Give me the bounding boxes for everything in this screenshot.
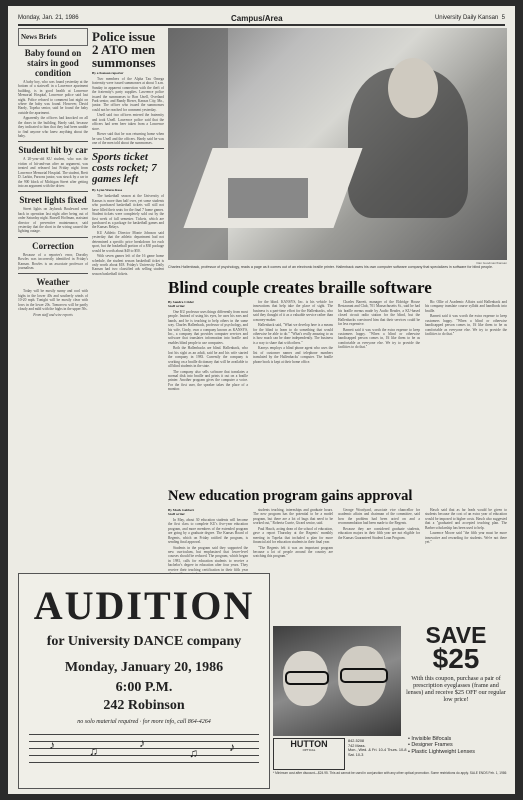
education-story-col3: George Woodyard, associate vice chancellor for academic affairs and chairman of the committee, said how the problem had been acted on and a recommendation had been made to the Regents. Because they are considered graduate students, education majors in their fifth year are not eligible for the Kansas Guaranteed Student Loan Program. [338, 508, 420, 540]
save-ad [405, 624, 507, 703]
photo-caption: Charles Hallenback, professor of psychology, reads a page as it comes out of an electronic braille printer. Hallenback owns his own computer software company that specializes in software for blind people. [168, 265, 493, 269]
news-briefs-column [18, 28, 88, 568]
brief-headline: Baby found on stairs in good condition [24, 48, 82, 78]
brief-headline: Correction [32, 240, 74, 251]
brief-body: Street lights on Jayhawk Boulevard were back in operation last night after being out of order Saturday night. Russell Hoffman, assistant director of preventive maintenance, said yesterday that the short in the wiring caused the lighting outage. [18, 207, 88, 234]
sports-byline: By Lynn Wares Rose [92, 188, 123, 193]
brief-body: Because of a reporter's error, Dorothy Bowles was incorrectly identified in Friday's Kansan. Bowles is an associate professor of journalism. [18, 252, 88, 270]
audition-title: AUDITION [33, 583, 255, 628]
save-amount: $25 [432, 643, 480, 674]
audition-note: no solo material required · for more info, call 864-4264 [77, 719, 211, 725]
police-byline: By a Kansan reporter [92, 71, 124, 75]
braille-story-col4: Ric Ollie of Academic Affairs said Hallenback and his company translate course syllabi and handbook into braille. Barnett said it was worth the extra expense to keep customers happy. "When a blind or otherwise handicapped person comes in, I'd like them to be as comfortable as everyone else. We try to provide the facilities to do that." [425, 300, 507, 337]
page-number: 5 [501, 15, 505, 21]
education-headline: New education program gains approval [168, 488, 413, 504]
police-sports-column [92, 28, 164, 568]
braille-headline: Blind couple creates braille software [168, 278, 432, 297]
header-date: Monday, Jan. 21, 1986 [18, 15, 79, 21]
section-title: News Briefs [21, 33, 57, 41]
weather-headline: Weather [36, 277, 70, 288]
sports-headline: Sports ticket costs rocket; 7 games left [92, 151, 157, 186]
eyeglasses-ad-photo [273, 626, 401, 736]
ad-fine-print: * Minimum cost after discount—$24.95. This ad cannot be used in conjunction with any other optical promotion. Some restrictions do apply. SALE ENDS Feb. 1, 1986 [273, 771, 507, 775]
braille-story-col2: for the blind. KANSYS, Inc. is his vehicle for innovations that help take the place of sight. The business is a part-time effort for the Hallenbacks, who said they thought of it as a valuable service rather than a money-maker. Hallenback said, "What we develop here is a means for the blind to learn to do something that would otherwise be able to do." "What's really amazing to us is how much can be done independently. The business is a way to share that with others." Kansys employs a blind phone agent who uses the list of customer names and telephone numbers translated by the Hallenbacks' computer. The braille phone book is kept at their home office. [253, 300, 333, 364]
brief-body: A baby boy, who was found yesterday at the bottom of a stairwell in a Lawrence apartment building, is in good health at Lawrence Memorial Hospital, Lawrence police said last night. Police refused to comment last night on where the baby was found. However, David Hardy, Topeka senior, said he found the baby outside the apartment. Apparently the officers had knocked on all the doors in the building, Hardy said, because they indicated to him that they had been unable to find anyone who knew anything about the baby. [18, 80, 88, 139]
brief-headline: Street lights fixed [19, 195, 87, 206]
weather-body: Today will be mostly sunny and cool with highs in the lower 40s and southerly winds of 10-20 mph. Tonight will be mostly clear with lows in the lower 20s. Tomorrow will be partly cloudy and mild with the highs in the upper 50s. [18, 289, 88, 311]
braille-story-col3: Charles Barrett, manager of the Eldridge House Restaurant and Club, 701 Massachusetts St., said he had his braille menus made by Audio Reader, a KU-based closed circuit radio station for the blind, but the Hallenbacks convinced him that their services could be far less expensive. Barnett said it was worth the extra expense to keep customers happy. "When a blind or otherwise handicapped person comes in, I'd like them to be as comfortable as everyone else. We try to provide the facilities to do that." [338, 300, 420, 350]
braille-byline: By Sandra Crider Staff writer [168, 300, 194, 308]
police-body: Two members of the Alpha Tau Omega fraternity were issued summonses at about 5 a.m. Sunday in apparent connection with the theft of the fraternity's party supplies. Lawrence police issued the summonses to Ron Unell, Overland Park senior, and Randy Rieser, Kansas City, Mo., junior. The officer who issued the summonses could not be reached for comment yesterday. Unell said two officers entered the fraternity and took Unell. Lawrence police said that the officers had seen beer taken from a Lawrence store. Rieser said that he was returning home when he saw Unell and the officers. Hardy said he was one of the men told about the summonses. [92, 77, 164, 146]
feature-list: • Invisible Bifocals • Designer Frames • Plastic Lightweight Lenses [408, 736, 475, 755]
music-staff-graphic: ♪ ♫ ♪ ♫ ♪ [29, 734, 259, 774]
police-headline: Police issue 2 ATO men summonses [92, 29, 156, 70]
braille-story-col1: By Sandra Crider Staff writer One KU professor uses things differently from most people. Instead of using his eyes, he uses his ears and hands, and he is teaching to help others in the same way. Charles Hallenback, professor of psychology, and his wife, Cindy, own a company known as KANSYS, Inc., a company that provides computer services and software that translates information into braille and enables blind people to use computers. Both the Hallenbacks are blind. Hallenback, who lost his sight as an adult, said he and his wife started the company in 1983. Currently the company is working on a braille dictionary that will be available to all blind students in the state. The company also sells software that translates a normal disk into braille and prints it out on a braille printer. Another program gives the computer a voice. For the first user, the speaker takes the place of a monitor. [168, 300, 248, 392]
education-story-col2: students teaching, internships and graduate hours. The new program has the potential to be a model program, but there are a lot of bugs that need to be worked out," Roberta Currie, Girard senior, said. Paul Hasch, acting dean of the school of education, gave a report Thursday at the Regents' monthly meeting in Topeka that included a plan for more financial aid for education students in their final year. "The Regents felt it was an important program because a lot of people around the country are watching this program." [253, 508, 333, 559]
news-photo [168, 28, 507, 260]
audition-for: for University DANCE company [46, 634, 242, 649]
audition-ad [18, 573, 270, 789]
save-body: With this coupon, purchase a pair of prescription eyeglasses (frame and lenses) and receive $25 OFF our regular low price! [406, 675, 506, 703]
store-logo: HUTTON OPTICAL [273, 738, 345, 770]
page-header [18, 12, 505, 26]
audition-time: 6:00 P.M. [115, 680, 173, 695]
audition-place: 242 Robinson [103, 698, 185, 713]
brief-body: A 20-year-old KU student, who was the victim of hit-and-run after an argument, was treated and released last Friday night from Lawrence Memorial Hospital. The student, Brett D. Larkin, Parsons junior, was struck by a car in the 900 block of Michigan Street after getting into an argument with the driver. [18, 157, 88, 188]
education-story-col1: By Mark Gabbert Staff writer In May, about 30 education students will become the first class to complete KU's five-year education program, and more members of the extended program are going by a graduate degree. The Kansas Board of Regents, which on Friday ratified the program, is sending final approval. Students in the program said they supported the new curriculum, but emphasized that lower-level courses should be reduced. The program, which began in 1981, calls for education students to receive a bachelor's degree in education after four years. They receive their teaching certification in their fifth year [168, 508, 248, 572]
education-story-col4: Hasch said that as far leads would be given to students because the cost of an extra year of education would be imposed to higher costs. Hasch also suggested that a "graduated and accepted teaching plan. The Barber scholarship has been used to help. Laurence Moore said "the fifth year must be more innovative and rewarding for students. We're not there yet." [425, 508, 507, 545]
header-section: Campus/Area [230, 13, 283, 23]
header-paper: University Daily Kansan 5 [434, 15, 505, 21]
brief-headline: Student hit by car [18, 145, 88, 156]
newspaper-page [8, 6, 515, 794]
education-byline: By Mark Gabbert Staff writer [168, 508, 195, 516]
audition-date: Monday, January 20, 1986 [64, 660, 224, 675]
save-label: SAVE [425, 622, 487, 648]
sports-body: The basketball season at the University of Kansas is more than half over, yet some students who purchased basketball tickets will still not have filled their seats for the final 7 home games. Student tickets were completely sold out by the first week of fall semester. Tickets, which are purchased as a package for basketball games and the Kansas Relays. KU Athletic Director Monte Johnson said yesterday that the athletic department had not determined a specific price breakdown for each sport, but the basketball portion of a $30 package would be worth about $40 to $50. With seven games left of the 16 game home schedule, the student season basketball ticket is only worth about $18. Friday's University Daily Kansan had two classified ads selling student season basketball tickets. [92, 194, 164, 276]
photo-credit: Dan Goodman/Kansan [476, 261, 507, 265]
store-info: 842-5208 742 Mass. Mon., Wed. & Fri. 10-4 Thurs. 10-8 Sat. 10-3 [348, 739, 407, 757]
brief-credit: From staff and wire reports [33, 313, 73, 318]
